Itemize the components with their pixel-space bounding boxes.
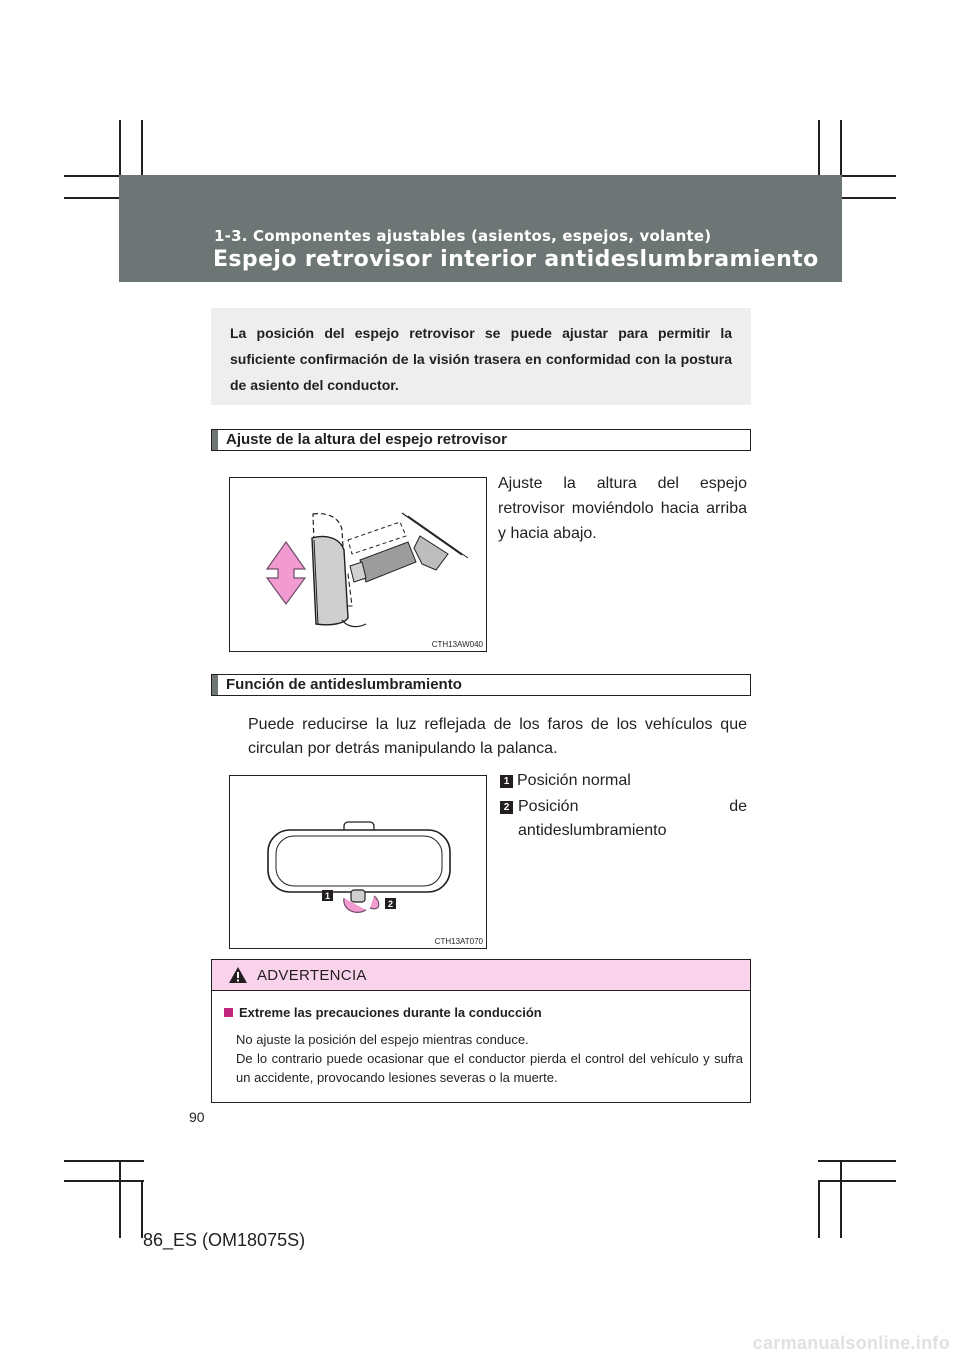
subheading-bar: [212, 675, 218, 695]
item-label: Posición de antideslumbramiento: [518, 798, 747, 839]
height-instruction: Ajuste la altura del espejo retrovisor moviéndolo hacia arriba y hacia abajo.: [498, 475, 747, 542]
warning-line-1: No ajuste la posición del espejo mientras conduce.: [236, 1032, 529, 1047]
warning-line-2: De lo contrario puede ocasionar que el conductor pierda el control del vehículo y sufra un accidente, provocando lesiones severas o la muerte.: [236, 1051, 743, 1085]
subheading-height: [211, 429, 751, 451]
crop-mark: [64, 1180, 144, 1182]
crop-mark: [818, 1180, 820, 1238]
crop-mark: [840, 1160, 842, 1238]
mirror-height-illustration: [230, 478, 486, 651]
item-label: Posición normal: [517, 772, 631, 789]
warning-header: [212, 960, 750, 991]
subheading-bar: [212, 430, 218, 450]
section-label: 1-3. Componentes ajustables (asientos, espejos, volante): [214, 227, 712, 245]
warning-title-text: Extreme las precauciones durante la conducción: [239, 1005, 542, 1020]
crop-mark: [119, 1160, 121, 1238]
warning-box: [211, 959, 751, 1103]
warning-body: [236, 1030, 743, 1087]
intro-box: La posición del espejo retrovisor se puede ajustar para permitir la suficiente confirmación de la visión trasera en conformidad con la postura de asiento del conductor.: [211, 308, 751, 405]
antiglare-description: Puede reducirse la luz reflejada de los faros de los vehículos que circulan por detrás manipulando la palanca.: [248, 716, 747, 757]
warning-title: [224, 1005, 542, 1020]
figure-badge-2: 2: [387, 899, 394, 909]
page-number: 90: [189, 1109, 205, 1125]
subheading-label: Función de antideslumbramiento: [226, 676, 462, 693]
warning-icon: [228, 966, 248, 984]
watermark: carmanualsonline.info: [752, 1333, 950, 1353]
mirror-height-figure: [229, 477, 487, 652]
warning-label: ADVERTENCIA: [257, 967, 367, 984]
item-number-badge: 2: [500, 801, 513, 814]
crop-mark: [64, 1160, 144, 1162]
figure-badge-1: 1: [324, 891, 331, 901]
crop-mark: [818, 1180, 896, 1182]
footer-code: 86_ES (OM18075S): [143, 1230, 306, 1250]
antiglare-figure: [229, 775, 487, 949]
item-number-badge: 1: [500, 775, 513, 788]
crop-mark: [818, 1160, 896, 1162]
section-header: [119, 175, 842, 282]
antiglare-illustration: [230, 776, 486, 948]
figure-code: CTH13AW040: [431, 640, 483, 649]
page-title: Espejo retrovisor interior antideslumbramiento: [213, 247, 819, 272]
list-item-antiglare: [500, 795, 747, 843]
list-item-normal: [500, 769, 747, 793]
subheading-label: Ajuste de la altura del espejo retrovisor: [226, 431, 507, 448]
bullet-square-icon: [224, 1008, 233, 1017]
figure-code: CTH13AT070: [434, 937, 483, 946]
subheading-antiglare: [211, 674, 751, 696]
